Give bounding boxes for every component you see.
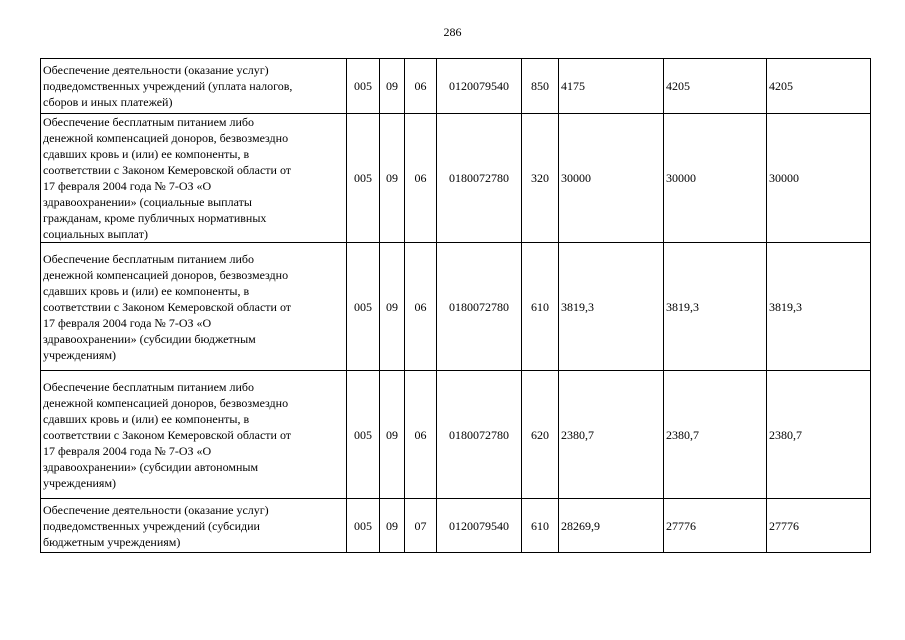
target-article-cell: 0180072780 (437, 371, 522, 499)
expense-type-cell: 850 (522, 59, 559, 114)
expense-type-cell: 610 (522, 243, 559, 371)
expense-type-cell: 320 (522, 114, 559, 243)
ministry-code-cell: 005 (347, 499, 380, 553)
amount-year-3-cell: 30000 (767, 114, 871, 243)
amount-year-2-cell: 2380,7 (664, 371, 767, 499)
amount-year-2-cell: 27776 (664, 499, 767, 553)
subsection-code-cell: 06 (405, 59, 437, 114)
table-row (41, 243, 871, 371)
amount-year-2-cell: 3819,3 (664, 243, 767, 371)
table-row (41, 371, 871, 499)
amount-year-1-cell: 30000 (559, 114, 664, 243)
ministry-code-cell: 005 (347, 114, 380, 243)
expense-type-cell: 610 (522, 499, 559, 553)
expense-type-cell: 620 (522, 371, 559, 499)
description-cell: Обеспечение бесплатным питанием либо денежной компенсацией доноров, безвозмездно сдавших кровь и (или) ее компоненты, в соответствии с Законом Кемеровской области от 17 февраля 2004 года № 7-ОЗ «О здравоохранении» (субсидии автономным учреждениям) (41, 371, 347, 499)
description-cell: Обеспечение деятельности (оказание услуг) подведомственных учреждений (уплата налогов, сборов и иных платежей) (41, 59, 347, 114)
section-code-cell: 09 (380, 499, 405, 553)
description-cell: Обеспечение деятельности (оказание услуг) подведомственных учреждений (субсидии бюджетным учреждениям) (41, 499, 347, 553)
subsection-code-cell: 06 (405, 371, 437, 499)
target-article-cell: 0180072780 (437, 243, 522, 371)
page-number: 286 (443, 25, 462, 39)
description-cell: Обеспечение бесплатным питанием либо денежной компенсацией доноров, безвозмездно сдавших кровь и (или) ее компоненты, в соответствии с Законом Кемеровской области от 17 февраля 2004 года № 7-ОЗ «О здравоохранении» (социальные выплаты гражданам, кроме публичных нормативных социальных выплат) (41, 114, 347, 243)
subsection-code-cell: 06 (405, 243, 437, 371)
section-code-cell: 09 (380, 243, 405, 371)
target-article-cell: 0120079540 (437, 499, 522, 553)
budget-table (40, 58, 871, 553)
amount-year-1-cell: 4175 (559, 59, 664, 114)
table-row (41, 114, 871, 243)
section-code-cell: 09 (380, 114, 405, 243)
amount-year-1-cell: 3819,3 (559, 243, 664, 371)
table-row (41, 499, 871, 553)
target-article-cell: 0180072780 (437, 114, 522, 243)
subsection-code-cell: 07 (405, 499, 437, 553)
amount-year-3-cell: 27776 (767, 499, 871, 553)
ministry-code-cell: 005 (347, 243, 380, 371)
amount-year-1-cell: 28269,9 (559, 499, 664, 553)
section-code-cell: 09 (380, 59, 405, 114)
target-article-cell: 0120079540 (437, 59, 522, 114)
amount-year-2-cell: 4205 (664, 59, 767, 114)
section-code-cell: 09 (380, 371, 405, 499)
amount-year-3-cell: 4205 (767, 59, 871, 114)
amount-year-3-cell: 2380,7 (767, 371, 871, 499)
table-row (41, 59, 871, 114)
amount-year-3-cell: 3819,3 (767, 243, 871, 371)
ministry-code-cell: 005 (347, 59, 380, 114)
amount-year-2-cell: 30000 (664, 114, 767, 243)
amount-year-1-cell: 2380,7 (559, 371, 664, 499)
description-cell: Обеспечение бесплатным питанием либо денежной компенсацией доноров, безвозмездно сдавших кровь и (или) ее компоненты, в соответствии с Законом Кемеровской области от 17 февраля 2004 года № 7-ОЗ «О здравоохранении» (субсидии бюджетным учреждениям) (41, 243, 347, 371)
subsection-code-cell: 06 (405, 114, 437, 243)
ministry-code-cell: 005 (347, 371, 380, 499)
